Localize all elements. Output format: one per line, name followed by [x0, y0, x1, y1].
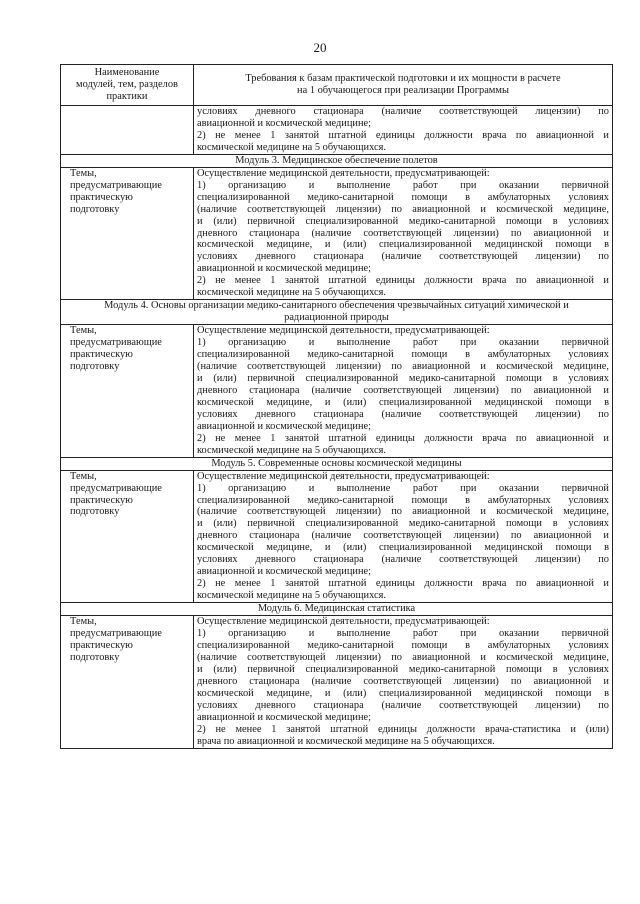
module-title-line: Модуль 4. Основы организации медико-санитарного обеспечения чрезвычайных ситуаций химической и: [104, 300, 569, 312]
topics-line: предусматривающие: [70, 482, 162, 494]
header-col-modules: [61, 65, 194, 106]
topics-cell: [61, 167, 194, 299]
text-line: космической медицине на 5 обучающихся.: [197, 444, 386, 456]
module-title: [61, 457, 613, 470]
text-line: космической медицине, и (или) специализированной медицинской помощи в: [197, 542, 609, 554]
continuation-cell: [194, 106, 613, 155]
page-number: 20: [313, 40, 327, 55]
text-line: (наличие соответствующей лицензии) по авиационной и космической медицине,: [197, 361, 609, 373]
text-line: условиях дневного стационара (наличие соответствующей лицензии) по: [197, 408, 609, 420]
text-line: условиях дневного стационара (наличие соответствующей лицензии) по: [197, 699, 609, 711]
topics-line: подготовку: [70, 361, 120, 373]
text-line: 1) организацию и выполнение работ при оказании первичной: [197, 337, 609, 349]
text-line: космической медицине на 5 обучающихся.: [197, 590, 386, 602]
module-title-line: Модуль 5. Современные основы космической медицины: [211, 457, 462, 469]
module-content-row: [61, 616, 613, 748]
module-content-row: [61, 167, 613, 299]
topics-cell: [61, 470, 194, 602]
text-line: авиационной и космической медицине;: [197, 711, 372, 723]
module-title: [61, 300, 613, 325]
topics-line: подготовку: [70, 651, 120, 663]
topics-line: Темы,: [70, 325, 97, 337]
topics-line: практическую: [70, 639, 133, 651]
requirements-cell: [194, 616, 613, 748]
table-header-row: [61, 65, 613, 106]
header-line: на 1 обучающегося при реализации Программы: [297, 85, 509, 96]
text-line: и (или) первичной специализированной медико-санитарной помощи в условиях: [197, 663, 609, 675]
text-line: космической медицине на 5 обучающихся.: [197, 287, 386, 299]
module-title-row: [61, 603, 613, 616]
header-line: Требования к базам практической подготовки и их мощности в расчете: [245, 73, 561, 85]
text-line: условиях дневного стационара (наличие соответствующей лицензии) по: [197, 251, 609, 263]
continuation-row: [61, 106, 613, 155]
continuation-empty-cell: [61, 106, 194, 155]
text-line: (наличие соответствующей лицензии) по авиационной и космической медицине,: [197, 203, 609, 215]
text-line: 2) не менее 1 занятой штатной единицы должности врача по авиационной и: [197, 578, 609, 590]
text-line: авиационной и космической медицине;: [197, 566, 372, 578]
text-line: специализированной медико-санитарной помощи в амбулаторных условиях: [197, 191, 609, 203]
topics-line: Темы,: [70, 470, 97, 482]
topics-line: подготовку: [70, 506, 120, 518]
module-content-row: [61, 325, 613, 457]
text-line: (наличие соответствующей лицензии) по авиационной и космической медицине,: [197, 651, 609, 663]
text-line: дневного стационара (наличие соответствующей лицензии) по авиационной и: [197, 384, 609, 396]
text-line: космической медицине, и (или) специализированной медицинской помощи в: [197, 396, 609, 408]
module-title-row: [61, 300, 613, 325]
text-line: 2) не менее 1 занятой штатной единицы должности врача по авиационной и: [197, 432, 609, 444]
module-title: [61, 603, 613, 616]
text-line: 2) не менее 1 занятой штатной единицы должности врача по авиационной и: [197, 129, 609, 141]
text-line: и (или) первичной специализированной медико-санитарной помощи в условиях: [197, 518, 609, 530]
text-line: условиях дневного стационара (наличие соответствующей лицензии) по: [197, 554, 609, 566]
text-line: Осуществление медицинской деятельности, предусматривающей:: [197, 167, 490, 179]
text-line: специализированной медико-санитарной помощи в амбулаторных условиях: [197, 349, 609, 361]
text-line: 1) организацию и выполнение работ при оказании первичной: [197, 482, 609, 494]
topics-cell: [61, 325, 194, 457]
requirements-cell: [194, 325, 613, 457]
topics-line: практическую: [70, 349, 133, 361]
requirements-cell: [194, 470, 613, 602]
topics-line: Темы,: [70, 616, 97, 628]
text-line: авиационной и космической медицине;: [197, 117, 372, 129]
module-title-line: Модуль 6. Медицинская статистика: [257, 603, 416, 615]
text-line: дневного стационара (наличие соответствующей лицензии) по авиационной и: [197, 675, 609, 687]
text-line: Осуществление медицинской деятельности, предусматривающей:: [197, 616, 490, 628]
header-line: Наименование: [94, 67, 160, 79]
topics-line: предусматривающие: [70, 627, 162, 639]
module-title: [61, 154, 613, 167]
text-line: 1) организацию и выполнение работ при оказании первичной: [197, 627, 609, 639]
requirements-table: [60, 64, 613, 749]
text-line: врача по авиационной и космической медицине на 5 обучающихся.: [197, 735, 495, 747]
topics-line: практическую: [70, 494, 133, 506]
header-col-requirements: [194, 65, 613, 106]
topics-line: предусматривающие: [70, 337, 162, 349]
topics-line: подготовку: [70, 203, 120, 215]
text-line: дневного стационара (наличие соответствующей лицензии) по авиационной и: [197, 227, 609, 239]
topics-line: Темы,: [70, 167, 97, 179]
text-line: Осуществление медицинской деятельности, предусматривающей:: [197, 470, 490, 482]
module-title-line: Модуль 3. Медицинское обеспечение полетов: [235, 154, 438, 166]
text-line: Осуществление медицинской деятельности, предусматривающей:: [197, 325, 490, 337]
module-content-row: [61, 470, 613, 602]
text-line: и (или) первичной специализированной медико-санитарной помощи в условиях: [197, 372, 609, 384]
text-line: космической медицине на 5 обучающихся.: [197, 141, 386, 153]
text-line: (наличие соответствующей лицензии) по авиационной и космической медицине,: [197, 506, 609, 518]
requirements-cell: [194, 167, 613, 299]
text-line: 1) организацию и выполнение работ при оказании первичной: [197, 179, 609, 191]
topics-line: предусматривающие: [70, 179, 162, 191]
text-line: космической медицине, и (или) специализированной медицинской помощи в: [197, 239, 609, 251]
topics-cell: [61, 616, 194, 748]
text-line: специализированной медико-санитарной помощи в амбулаторных условиях: [197, 494, 609, 506]
text-line: специализированной медико-санитарной помощи в амбулаторных условиях: [197, 639, 609, 651]
text-line: дневного стационара (наличие соответствующей лицензии) по авиационной и: [197, 530, 609, 542]
text-line: и (или) первичной специализированной медико-санитарной помощи в условиях: [197, 215, 609, 227]
text-line: авиационной и космической медицине;: [197, 263, 372, 275]
module-title-row: [61, 457, 613, 470]
module-title-line: радиационной природы: [284, 312, 389, 324]
module-title-row: [61, 154, 613, 167]
header-line: модулей, тем, разделов: [76, 79, 178, 91]
text-line: условиях дневного стационара (наличие соответствующей лицензии) по: [197, 106, 609, 117]
text-line: авиационной и космической медицине;: [197, 420, 372, 432]
text-line: космической медицине, и (или) специализированной медицинской помощи в: [197, 687, 609, 699]
text-line: 2) не менее 1 занятой штатной единицы должности врача-статистика и (или): [197, 723, 609, 735]
topics-line: практическую: [70, 191, 133, 203]
text-line: 2) не менее 1 занятой штатной единицы должности врача по авиационной и: [197, 275, 609, 287]
header-line: практики: [106, 90, 148, 102]
